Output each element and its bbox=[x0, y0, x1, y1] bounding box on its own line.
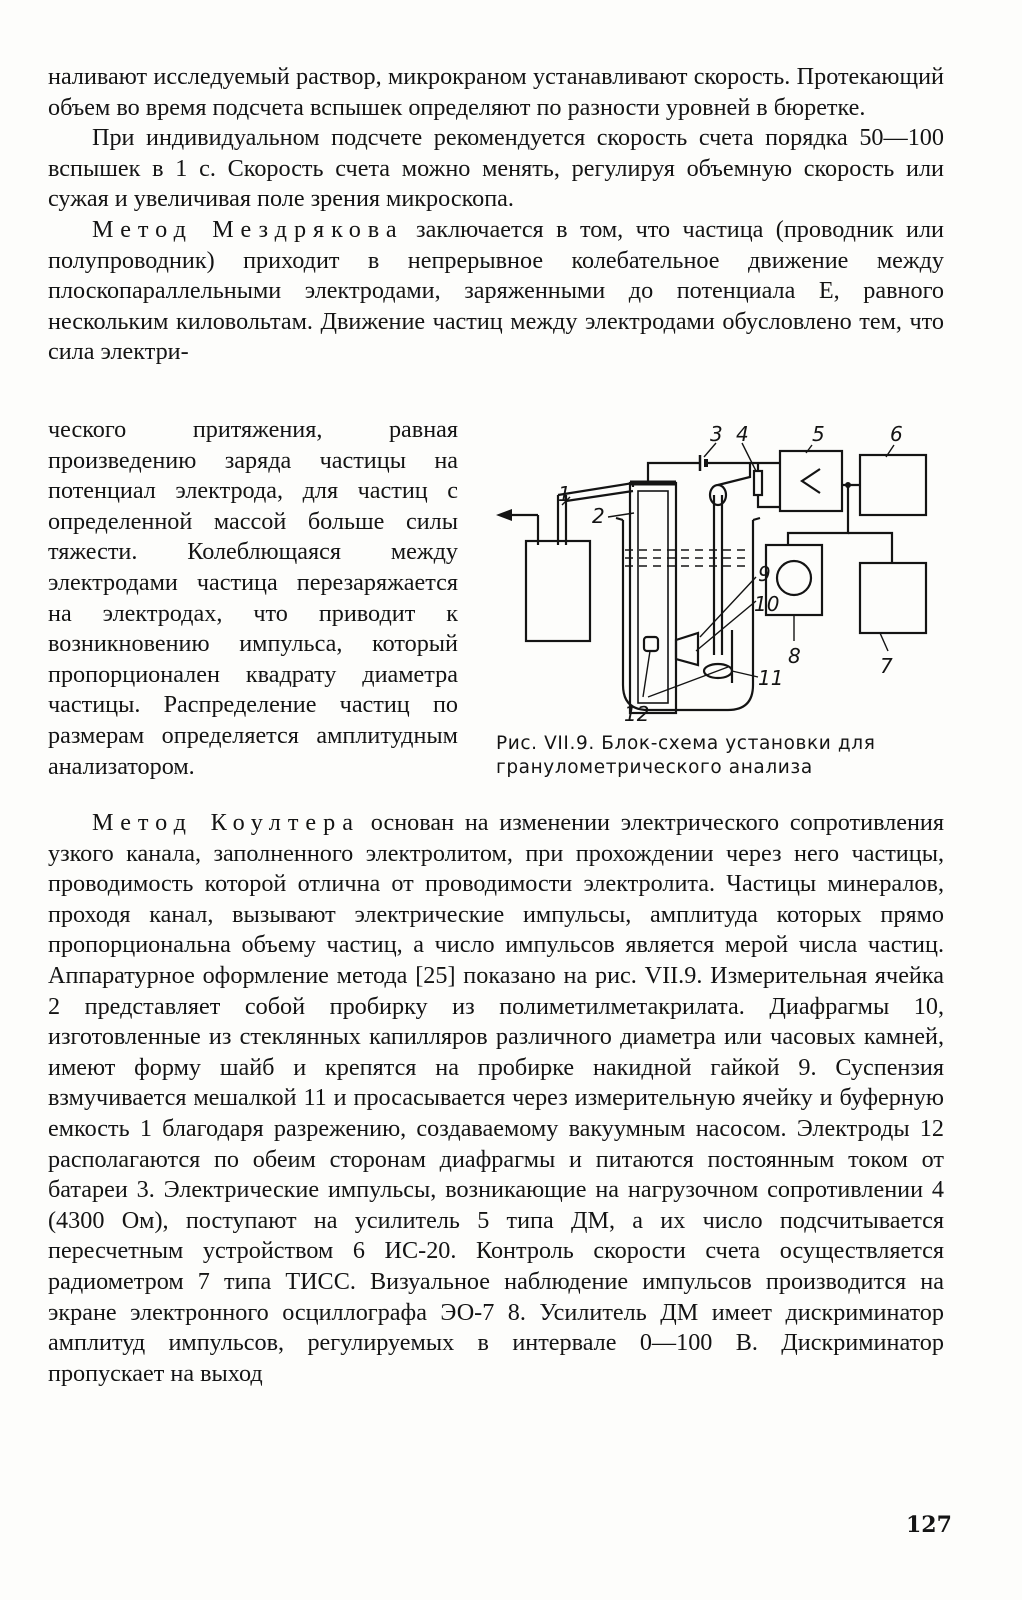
label-12: 12 bbox=[624, 702, 650, 725]
amplifier-5 bbox=[780, 451, 842, 511]
paragraph: ческого притяжения, равная произведению заряда частицы на потенциал электрода, для частиц с определенной массой больше силы тяжести. Колеблющаяся между электродами частица перезаряжается на электродах, что приводит к возникновению импульса, который пропорционален квадрату диаметра частицы. Распределение частиц по размерам определяется амплитудным анализатором. bbox=[48, 416, 458, 780]
label-1: 1 bbox=[558, 482, 571, 506]
figure-caption: Рис. VII.9. Блок-схема установки для гранулометрического анализа bbox=[496, 733, 876, 778]
electrode-12 bbox=[644, 637, 658, 651]
label-3: 3 bbox=[710, 422, 723, 446]
method-name: Метод Мездрякова bbox=[92, 215, 404, 243]
text-bottom bbox=[48, 808, 944, 1389]
screen-icon bbox=[777, 561, 811, 595]
text-top bbox=[48, 62, 944, 368]
liquid-lines bbox=[625, 550, 751, 566]
diaphragm-10 bbox=[676, 633, 698, 665]
label-2: 2 bbox=[592, 504, 605, 528]
paragraph-coulter bbox=[48, 808, 944, 1389]
leader-lines bbox=[562, 443, 894, 697]
label-6: 6 bbox=[890, 422, 903, 446]
paragraph-mezdryakov bbox=[48, 215, 944, 368]
counter-6 bbox=[860, 455, 926, 515]
label-5: 5 bbox=[812, 422, 825, 446]
amplifier-symbol-icon bbox=[802, 469, 820, 493]
label-4: 4 bbox=[736, 422, 749, 446]
buffer-vessel-1 bbox=[526, 541, 590, 641]
paragraph-text: основан на изменении электрического сопротивления узкого канала, заполненного электролитом, при прохождении через него частицы, проводимость которой отлична от проводимости электролита. Частицы минералов, проходя канал, вызывают электрические импульсы, амплитуда которых прямо пропорциональна объему частиц, а число импульсов является мерой числа частиц. Аппаратурное оформление метода [25] показано на рис. VII.9. Измерительная ячейка 2 представляет собой пробирку из полиметилметакрилата. Диафрагмы 10, изготовленные из стеклянных капилляров различного диаметра или часовых камней, имеют форму шайб и крепятся на пробирке накидной гайкой 9. Суспензия взмучивается мешалкой 11 и просасывается через измерительную ячейку и буферную емкость 1 благодаря разрежению, создаваемому вакуумным насосом. Электроды 12 располагаются по обеим сторонам диафрагмы и питаются постоянным током от батареи 3. Электрические импульсы, возникающие на нагрузочном сопротивлении 4 (4300 Ом), поступают на усилитель 5 типа ДМ, а их число подсчитывается пересчетным устройством 6 ИС-20. Контроль скорости счета осуществляется радиометром 7 типа ТИСС. Визуальное наблюдение импульсов производится на экране электронного осциллографа ЭО-7 8. Усилитель ДМ имеет дискриминатор амплитуд импульсов, регулируемых в интервале 0—100 В. Дискриминатор пропускает на выход bbox=[48, 809, 944, 1387]
block-diagram bbox=[488, 415, 948, 725]
label-7: 7 bbox=[880, 654, 893, 678]
wire bbox=[788, 485, 848, 545]
wire bbox=[648, 463, 700, 483]
text-wrapped bbox=[48, 415, 458, 782]
figure bbox=[488, 415, 948, 725]
measuring-cell-2 bbox=[630, 483, 676, 713]
arrow-head-icon bbox=[496, 509, 512, 521]
label-10: 10 bbox=[754, 592, 780, 616]
cell-inner bbox=[638, 491, 668, 703]
radiometer-7 bbox=[860, 563, 926, 633]
label-9: 9 bbox=[758, 562, 771, 586]
paragraph: наливают исследуемый раствор, микрокраном устанавливают скорость. Протекающий объем во время подсчета вспышек определяют по разности уровней в бюретке. bbox=[48, 63, 944, 121]
paragraph: При индивидуальном подсчете рекомендуется скорость счета порядка 50—100 вспышек в 1 с. Скорость счета можно менять, регулируя объемную скорость или сужая и увеличивая поле зрения микроскопа. bbox=[48, 124, 944, 213]
paragraph-text: заключается в том, что частица (проводник или полупроводник) приходит в непрерывное колебательное движение между плоскопараллельными электродами, заряженными до потенциала E, равного нескольким киловольтам. Движение частиц между электродами обусловлено тем, что сила электри- bbox=[48, 215, 944, 366]
resistor-4 bbox=[754, 471, 762, 495]
label-11: 11 bbox=[758, 666, 784, 690]
wire bbox=[848, 533, 892, 563]
wire bbox=[718, 463, 750, 485]
stirrer-top bbox=[710, 485, 726, 505]
page-number: 127 bbox=[906, 1512, 952, 1538]
label-8: 8 bbox=[788, 644, 801, 668]
method-name: Метод Коултера bbox=[92, 809, 360, 836]
